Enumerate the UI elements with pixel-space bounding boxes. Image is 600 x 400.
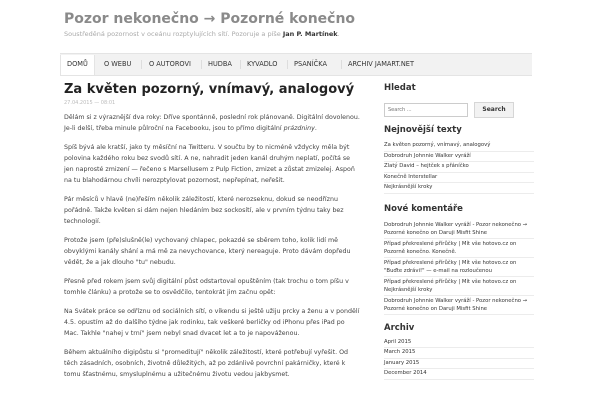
nav-item-hudba[interactable]: HUDBA: [208, 60, 232, 68]
recent-post-link[interactable]: Dobrodruh Johnnie Walker vyráží: [384, 152, 534, 163]
italic-word: prázdniny: [283, 125, 315, 132]
search-input[interactable]: [384, 103, 468, 117]
search-button[interactable]: Search: [474, 102, 514, 118]
recent-comment[interactable]: Případ překreslené přírůčky | Mít vše hotovo.cz on Pozorně konečno. Konečně.: [384, 239, 534, 258]
nav-item-psanicka[interactable]: PSANÍČKA: [294, 60, 327, 68]
tagline-author[interactable]: Jan P. Martínek: [282, 30, 338, 38]
site-title[interactable]: Pozor nekonečno → Pozorné konečno: [64, 11, 356, 27]
recent-comment[interactable]: Dobrodruh Johnnie Walker vyráží - Pozor nekonečno → Pozorné konečno on Daruji Misfit Shine: [384, 296, 534, 315]
paragraph-text: Dělám si z výraznější dva roky: Dříve spontánně, poslední rok plánovaně. Digitální dovolenou. Je-li delší, třeba minule půlroční na Facebooku, jsou to přímo digitální: [64, 114, 360, 132]
nav-item-kyvadlo[interactable]: KYVADLO: [247, 60, 278, 68]
archive-list: [384, 338, 534, 380]
site-tagline: Soustředěná pozornost v oceánu rozptylujících sítí. Pozoruje a píše Jan P. Martínek.: [64, 30, 340, 38]
recent-post-link[interactable]: Zlatý David – hejtček s přáníčko: [384, 162, 534, 173]
post-paragraph: Během aktuálního digipůstu si "promeditují" několik záležitostí, které potřebují vyřešit. Od těch zásadních, osobních, životně důležitých, až po zdánlivě povrchní pakárničky, které k tomu šťastnému, smysluplnému a užitečnému životu vedou jakbysmet.: [64, 349, 349, 378]
recent-comments-title: Nové komentáře: [384, 203, 463, 214]
archive-link[interactable]: January 2015: [384, 359, 534, 370]
recent-comment[interactable]: Případ překreslené přírůčky | Mít vše hotovo.cz on Nejkrásnější kroky: [384, 277, 534, 296]
post-paragraph: Spíš bývá ale kratší, jako ty měsíční na Twitteru. V součtu by to nicméně vždycky měla být polovina každého roku bez svodů sítí. A ne, nahradit jeden kanál druhým neplatí, počítá se jen naprosté zmizení — řečeno s Marsellusem z Pulp Fiction, zmizet a zůstat zmizelej. Aspoň na tu blahodárnou chvíli nerozptylovat pozornost, nepřepínat, neřešit.: [64, 144, 355, 184]
sidebar: [384, 83, 534, 380]
post-paragraph: Protože jsem (pře)slušně(le) vychovaný chlapec, pokazdé se sběrem toho, kolik lidí mě obvyklými kanály shání a má mě za nevychovance, který nereaguje. Proto dávám dopředu vědět, že a jak dlouho "tu" nebudu.: [64, 237, 351, 266]
archive-title: Archiv: [384, 322, 415, 333]
recent-comment[interactable]: Případ překreslené přírůčky | Mít vše hotovo.cz on "Buďte zdrávi!" — e-mail na rozloučenou: [384, 258, 534, 277]
post-date: 27.04.2015 — 08:01: [64, 100, 116, 106]
nav-item-archiv[interactable]: ARCHIV JAMART.NET: [348, 60, 414, 68]
recent-comment[interactable]: Dobrodruh Johnnie Walker vyráží - Pozor nekonečno → Pozorné konečno on Daruji Misfit Shine: [384, 220, 534, 239]
recent-posts-list: [384, 141, 534, 194]
archive-link[interactable]: March 2015: [384, 348, 534, 359]
recent-posts-title: Nejnovější texty: [384, 125, 462, 135]
main-nav: [60, 53, 532, 76]
tagline-text: Soustředěná pozornost v oceánu rozptylujících sítí. Pozoruje a píše: [64, 30, 281, 38]
archive-link[interactable]: December 2014: [384, 369, 534, 380]
nav-item-o-webu[interactable]: O WEBU: [104, 60, 132, 68]
recent-post-link[interactable]: Nejkrásnější kroky: [384, 183, 534, 194]
post-paragraph: Pár měsíců v hlavě (ne)řeším několik záležitostí, které nerozseknu, dokud se neodříznu pořádně. Takže květen si dám nejen hledáním bez sockosítí, ale v prvním týdnu taky bez technologií.: [64, 196, 344, 225]
search-widget-title: Hledat: [384, 83, 416, 93]
nav-divider: [141, 60, 142, 69]
nav-item-o-autorovi[interactable]: O AUTOROVI: [149, 60, 191, 68]
recent-post-link[interactable]: Za květen pozorný, vnímavý, analogový: [384, 141, 534, 152]
recent-post-link[interactable]: Konečně Interstellar: [384, 173, 534, 184]
archive-link[interactable]: April 2015: [384, 338, 534, 349]
post-paragraph: Dělám si z výraznější dva roky: Dříve spontánně, poslední rok plánovaně. Digitální dovolenou. Je-li delší, třeba minule půlroční na Facebooku, jsou to přímo digitální prázdniny.: [64, 114, 360, 132]
site-header: [0, 0, 600, 50]
post-paragraph: Přesně před rokem jsem svůj digitální půst odstartoval opuštěním (tak trochu o tom píšu v tomhle článku) a protože se to osvědčilo, tentokrát jim začnu opět:: [64, 278, 349, 296]
post-title[interactable]: Za květen pozorný, vnímavý, analogový: [64, 82, 355, 97]
nav-item-domu[interactable]: DOMŮ: [60, 55, 95, 75]
recent-comments-list: [384, 220, 534, 315]
search-form: [384, 103, 534, 117]
post-paragraph: Na Svátek práce se odříznu od sociálních sítí, o víkendu si ještě užiju prcky a ženu a v pondělí 4.5. opustím až do dalšího týdne jak rodinku, tak veškeré berličky od iPhonu přes iPad po Mac. Takhle "nahej v trní" jsem nebyl snad dvacet let a to je napováženou.: [64, 308, 360, 337]
post-content: [64, 82, 360, 386]
